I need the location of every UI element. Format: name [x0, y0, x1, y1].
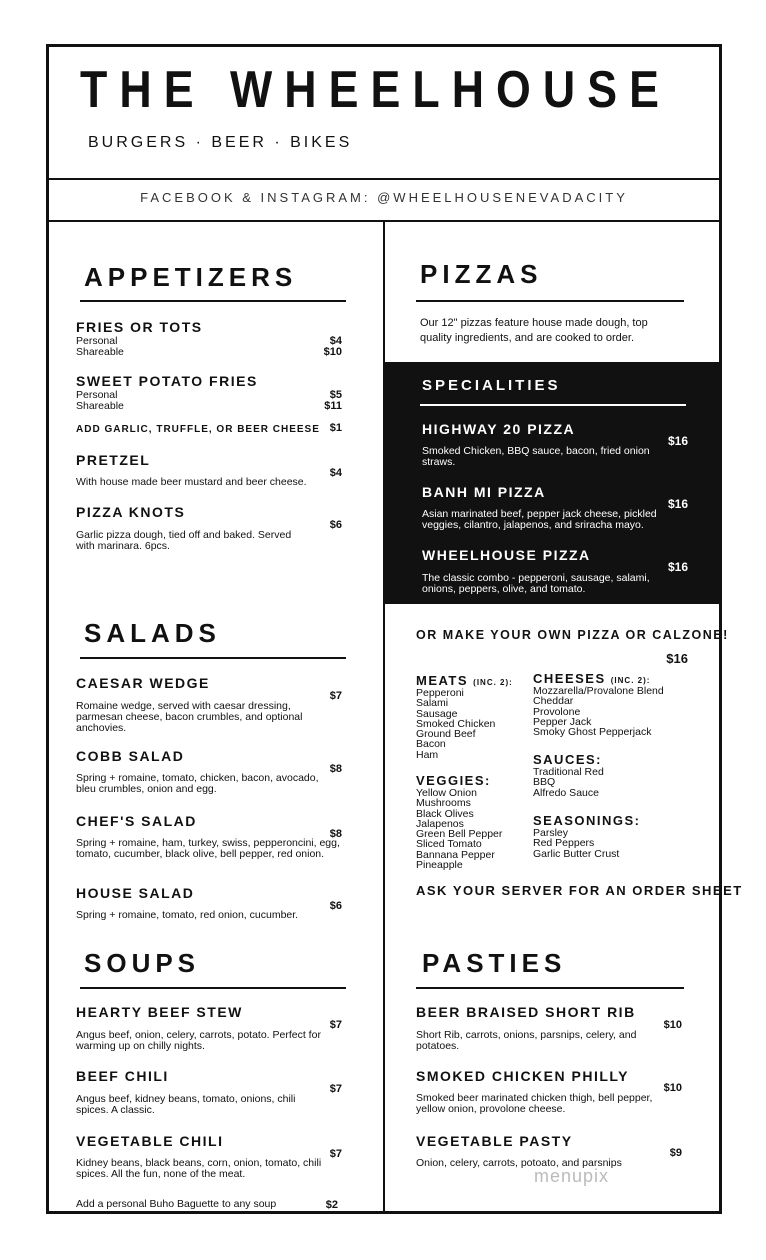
build-your-own-heading: OR MAKE YOUR OWN PIZZA OR CALZONE! [416, 628, 729, 642]
veggies-list: Yellow Onion Mushrooms Black Olives Jalapenos Green Bell Pepper Sliced Tomato Bannana Pepper Pineapple [416, 787, 503, 872]
pretzel-name: PRETZEL [76, 452, 151, 468]
fries-personal: Personal [76, 335, 118, 347]
highway-pizza-name: HIGHWAY 20 PIZZA [422, 421, 576, 437]
cheeses-note: (INC. 2): [610, 676, 651, 685]
cobb-price: $8 [329, 763, 342, 775]
chicken-philly-desc: Smoked beer marinated chicken thigh, bell pepper, yellow onion, provolone cheese. [416, 1092, 653, 1115]
vegetable-pasty-name: VEGETABLE PASTY [416, 1133, 573, 1149]
soup-addon-price: $2 [325, 1199, 338, 1211]
specialities-rule [420, 404, 686, 406]
header-divider [46, 178, 722, 180]
beef-stew-price: $7 [329, 1019, 342, 1031]
fries-name: FRIES OR TOTS [76, 319, 203, 335]
highway-pizza-price: $16 [667, 434, 688, 448]
vegetable-pasty-desc: Onion, celery, carrots, potoato, and parsnips [416, 1157, 622, 1169]
short-rib-name: BEER BRAISED SHORT RIB [416, 1004, 636, 1020]
fries-shareable: Shareable [76, 346, 124, 358]
cheeses-list: Mozzarella/Provalone Blend Cheddar Provolone Pepper Jack Smoky Ghost Pepperjack [533, 685, 664, 739]
cobb-desc: Spring + romaine, tomato, chicken, bacon, avocado, bleu crumbles, onion and egg. [76, 772, 319, 795]
sweet-fries-price-shareable: $11 [324, 400, 342, 412]
caesar-name: CAESAR WEDGE [76, 675, 210, 691]
social-handle: FACEBOOK & INSTAGRAM: @WHEELHOUSENEVADACITY [140, 190, 628, 205]
pizzas-heading: PIZZAS [420, 259, 543, 289]
chicken-philly-price: $10 [663, 1082, 682, 1094]
veggies-heading: VEGGIES: [416, 773, 491, 788]
fries-price-shareable: $10 [323, 346, 342, 358]
cheeses-heading [533, 671, 650, 686]
appetizers-heading: APPETIZERS [84, 262, 298, 292]
vegetable-pasty-price: $9 [669, 1147, 682, 1159]
sweet-fries-name: SWEET POTATO FRIES [76, 373, 258, 389]
pizza-knots-desc: Garlic pizza dough, tied off and baked. Served with marinara. 6pcs. [76, 529, 292, 552]
house-salad-price: $6 [329, 900, 342, 912]
wheelhouse-pizza-price: $16 [667, 560, 688, 574]
pizzas-rule [416, 300, 684, 302]
chicken-philly-name: SMOKED CHICKEN PHILLY [416, 1068, 630, 1084]
fries-price-personal: $4 [329, 335, 342, 347]
soups-heading: SOUPS [84, 948, 201, 978]
veg-chili-desc: Kidney beans, black beans, corn, onion, tomato, chili spices. All the fun, none of the meat. [76, 1157, 322, 1180]
pasties-rule [416, 987, 684, 989]
beef-chili-price: $7 [329, 1083, 342, 1095]
meats-label: MEATS [416, 673, 469, 688]
salads-rule [80, 657, 346, 659]
restaurant-title: THE WHEELHOUSE [80, 61, 671, 119]
highway-pizza-desc: Smoked Chicken, BBQ sauce, bacon, fried onion straws. [422, 445, 650, 468]
banh-mi-pizza-name: BANH MI PIZZA [422, 484, 546, 500]
meats-note: (INC. 2): [473, 678, 513, 687]
tagline: BURGERS · BEER · BIKES [88, 134, 353, 151]
appetizers-rule [80, 300, 346, 302]
sweet-fries-shareable: Shareable [76, 400, 124, 412]
chef-salad-price: $8 [329, 828, 342, 840]
short-rib-price: $10 [663, 1019, 682, 1031]
banh-mi-pizza-desc: Asian marinated beef, pepper jack cheese, pickled veggies, cilantro, jalapenos, and sriracha mayo. [422, 508, 657, 531]
order-sheet-note: ASK YOUR SERVER FOR AN ORDER SHEET [416, 883, 743, 898]
chef-salad-name: CHEF'S SALAD [76, 813, 197, 829]
sauces-heading: SAUCES: [533, 752, 603, 767]
salads-heading: SALADS [84, 618, 221, 648]
beef-stew-name: HEARTY BEEF STEW [76, 1004, 243, 1020]
beef-stew-desc: Angus beef, onion, celery, carrots, potato. Perfect for warming up on chilly nights. [76, 1029, 321, 1052]
seasonings-list: Parsley Red Peppers Garlic Butter Crust [533, 827, 620, 860]
pizza-knots-price: $6 [329, 519, 342, 531]
sweet-fries-price-personal: $5 [329, 389, 342, 401]
pizzas-intro: Our 12" pizzas feature house made dough, top quality ingredients, and are cooked to order. [420, 317, 648, 344]
watermark: menupix [534, 1166, 610, 1186]
meats-list: Pepperoni Salami Sausage Smoked Chicken Ground Beef Bacon Ham [416, 687, 496, 761]
beef-chili-desc: Angus beef, kidney beans, tomato, onions, chili spices. A classic. [76, 1093, 296, 1116]
meats-heading [416, 673, 513, 688]
soups-rule [80, 987, 346, 989]
sauces-list: Traditional Red BBQ Alfredo Sauce [533, 766, 604, 799]
sweet-fries-personal: Personal [76, 389, 118, 401]
veg-chili-name: VEGETABLE CHILI [76, 1133, 224, 1149]
pizza-knots-name: PIZZA KNOTS [76, 504, 186, 520]
house-salad-desc: Spring + romaine, tomato, red onion, cucumber. [76, 909, 299, 921]
pasties-heading: PASTIES [422, 948, 567, 978]
veg-chili-price: $7 [329, 1148, 342, 1160]
chef-salad-desc: Spring + romaine, ham, turkey, swiss, pepperoncini, egg, tomato, cucumber, black olive, bell pepper, red onion. [76, 837, 340, 860]
appetizer-addon-price: $1 [329, 422, 342, 434]
build-your-own-price: $16 [666, 651, 688, 666]
wheelhouse-pizza-name: WHEELHOUSE PIZZA [422, 547, 591, 563]
cheeses-label: CHEESES [533, 671, 606, 686]
beef-chili-name: BEEF CHILI [76, 1068, 169, 1084]
short-rib-desc: Short Rib, carrots, onions, parsnips, celery, and potatoes. [416, 1029, 637, 1052]
pretzel-desc: With house made beer mustard and beer cheese. [76, 476, 307, 488]
soup-addon: Add a personal Buho Baguette to any soup [76, 1198, 277, 1210]
house-salad-name: HOUSE SALAD [76, 885, 195, 901]
banh-mi-pizza-price: $16 [667, 497, 688, 511]
appetizer-addon: ADD GARLIC, TRUFFLE, OR BEER CHEESE [76, 424, 320, 435]
specialities-heading: SPECIALITIES [422, 377, 561, 394]
wheelhouse-pizza-desc: The classic combo - pepperoni, sausage, salami, onions, peppers, olive, and tomato. [422, 572, 650, 595]
pretzel-price: $4 [329, 467, 342, 479]
caesar-desc: Romaine wedge, served with caesar dressing, parmesan cheese, bacon crumbles, and optional anchovies. [76, 700, 303, 734]
caesar-price: $7 [329, 690, 342, 702]
seasonings-heading: SEASONINGS: [533, 813, 641, 828]
cobb-name: COBB SALAD [76, 748, 185, 764]
